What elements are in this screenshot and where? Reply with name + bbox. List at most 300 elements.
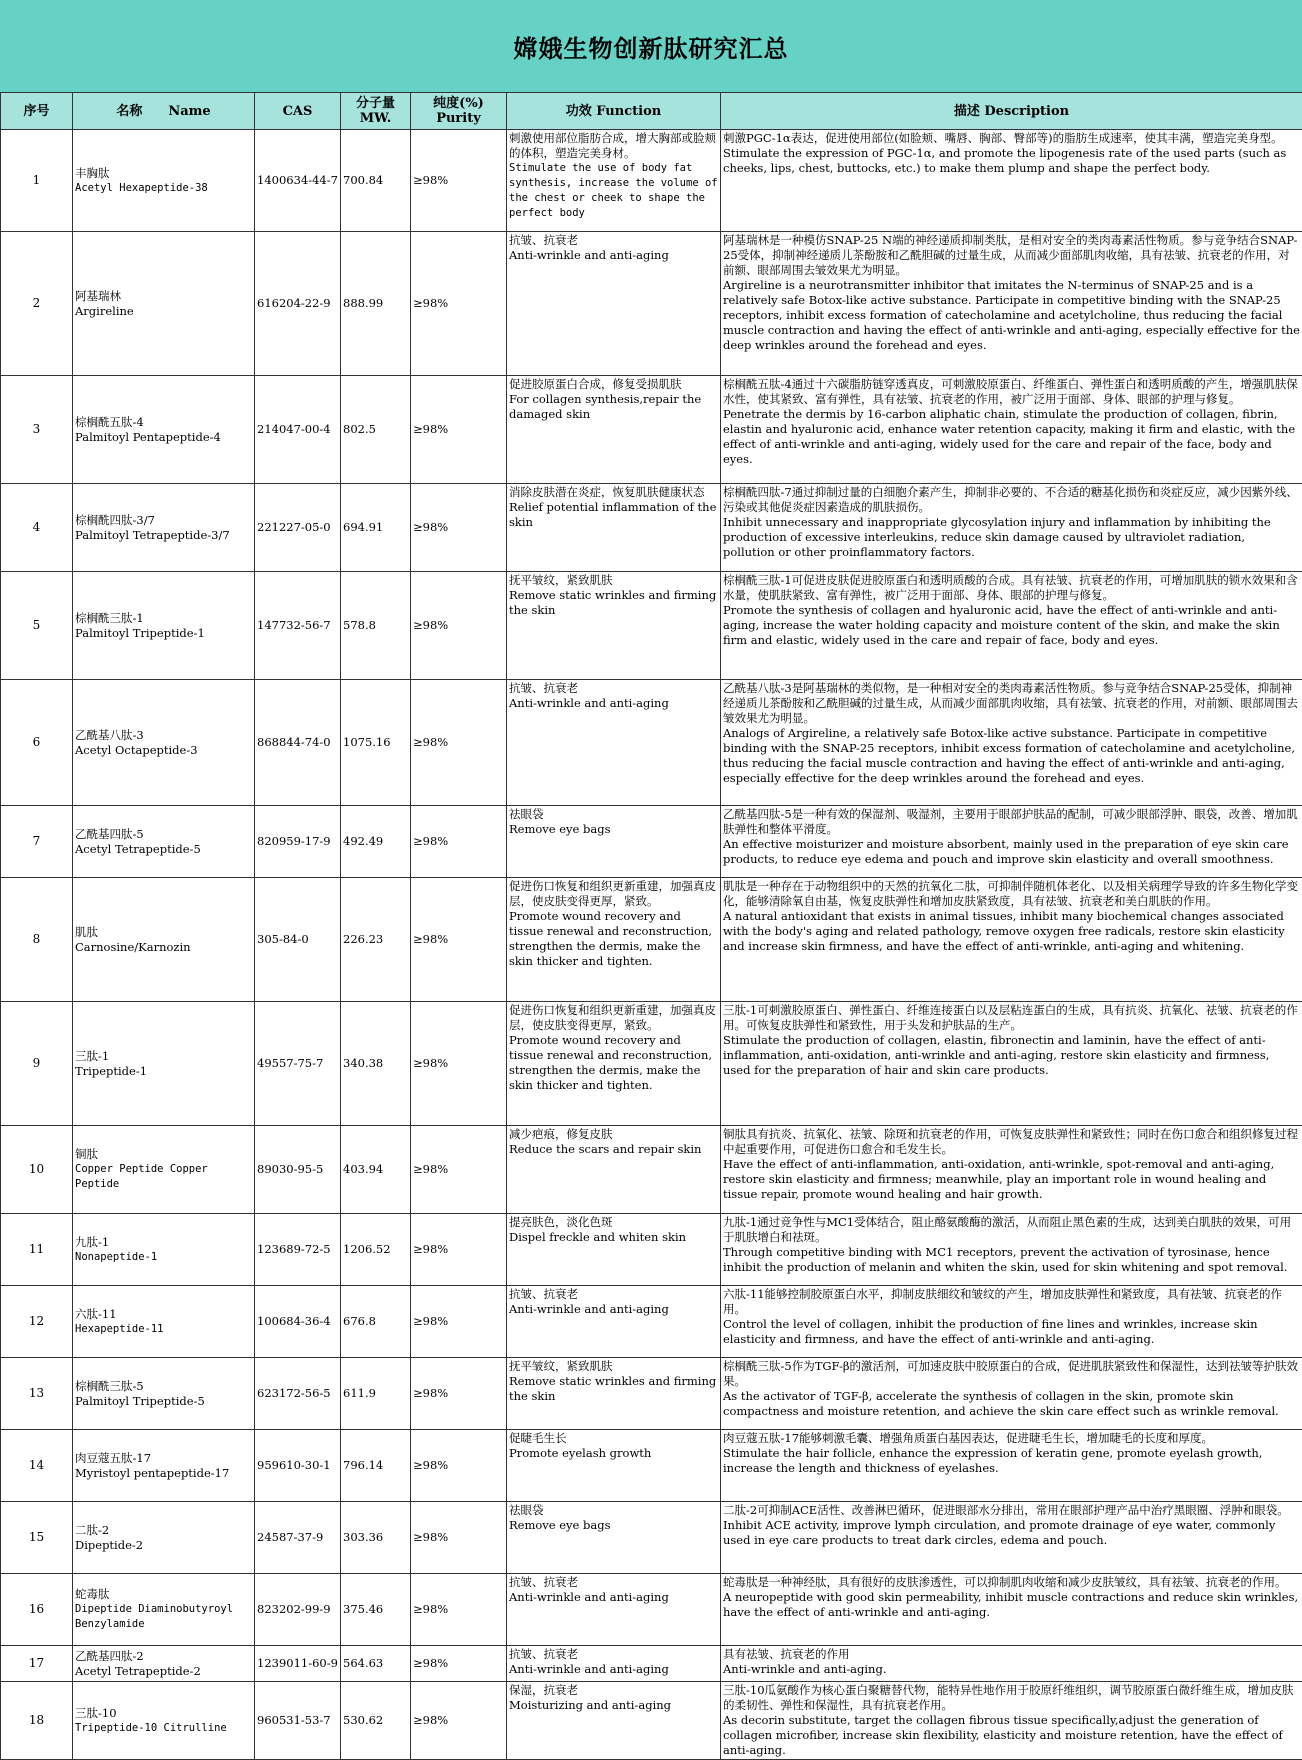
- cell-name: [73, 1002, 255, 1126]
- cell-cas: [255, 1502, 341, 1574]
- description-zh: 棕榈酰四肽-7通过抑制过量的白细胞介素产生，抑制非必要的、不合适的糖基化损伤和炎症反应，减少因紫外线、污染或其他促炎症因素造成的肌肤损伤。: [723, 485, 1300, 515]
- name-en: Argireline: [75, 304, 252, 319]
- cell-name: [73, 806, 255, 878]
- row-number: 4: [33, 520, 41, 534]
- cell-name: [73, 1682, 255, 1760]
- description-zh: 乙酰基八肽-3是阿基瑞林的类似物，是一种相对安全的类肉毒素活性物质。参与竞争结合SNAP-25受体，抑制神经递质儿茶酚胺和乙酰胆碱的过量生成，从而减少面部肌肉收缩，具有祛皱、抗衰老的作用，对前额、眼部周围去皱效果尤为明显。: [723, 681, 1300, 726]
- function-zh: 抗皱、抗衰老: [509, 681, 718, 696]
- cell-function: [507, 376, 721, 484]
- description-en: Stimulate the production of collagen, elastin, fibronectin and laminin, have the effect of anti-inflammation, anti-oxidation, anti-wrinkle and anti-aging, restore skin elasticity and firmness, used for the preparation of hair and skin care products.: [723, 1033, 1300, 1078]
- cell-mw: [341, 1646, 411, 1682]
- cell-name: [73, 376, 255, 484]
- cell-mw: [341, 806, 411, 878]
- cell-cas: [255, 1358, 341, 1430]
- table-row: [1, 1002, 1302, 1126]
- name-zh: 二肽-2: [75, 1523, 252, 1538]
- purity-value: ≥98%: [413, 1530, 448, 1544]
- name-zh: 棕榈酰三肽-5: [75, 1379, 252, 1394]
- description-en: Control the level of collagen, inhibit the production of fine lines and wrinkles, increase skin elasticity and firmness, and have the effect of anti-wrinkle and anti-aging.: [723, 1317, 1300, 1347]
- function-zh: 抗皱、抗衰老: [509, 233, 718, 248]
- cell-cas: [255, 130, 341, 232]
- header-mw: 分子量 MW.: [341, 93, 411, 130]
- cell-description: [721, 1682, 1302, 1760]
- table-row: [1, 572, 1302, 680]
- name-zh: 六肽-11: [75, 1307, 252, 1322]
- cas-number: 123689-72-5: [257, 1242, 331, 1256]
- cell-name: [73, 680, 255, 806]
- cell-function: [507, 130, 721, 232]
- cas-number: 49557-75-7: [257, 1056, 323, 1070]
- description-en: Argireline is a neurotransmitter inhibitor that imitates the N-terminus of SNAP-25 and is a relatively safe Botox-like active substance. Participate in competitive binding with the SNAP-25 receptors, inhibit excess formation of catecholamine and acetylcholine, thus reducing the facial muscle contraction and having the effect of anti-wrinkle and anti-aging, especially effective for the deep wrinkles around the forehead and eyes.: [723, 278, 1300, 353]
- cell-no: [1, 1574, 73, 1646]
- cell-purity: [411, 1358, 507, 1430]
- name-en: Tripeptide-1: [75, 1064, 252, 1079]
- table-row: [1, 806, 1302, 878]
- cell-function: [507, 878, 721, 1002]
- cell-mw: [341, 1126, 411, 1214]
- molecular-weight: 1075.16: [343, 735, 391, 749]
- cell-purity: [411, 1214, 507, 1286]
- name-en: Nonapeptide-1: [75, 1250, 252, 1265]
- name-en: Palmitoyl Pentapeptide-4: [75, 430, 252, 445]
- cell-no: [1, 1502, 73, 1574]
- cell-purity: [411, 1286, 507, 1358]
- description-zh: 蛇毒肽是一种神经肽，具有很好的皮肤渗透性，可以抑制肌肉收缩和减少皮肤皱纹，具有祛皱、抗衰老的作用。: [723, 1575, 1300, 1590]
- row-number: 10: [29, 1162, 44, 1176]
- header-description: 描述 Description: [721, 93, 1302, 130]
- name-en: Myristoyl pentapeptide-17: [75, 1466, 252, 1481]
- cell-name: [73, 1214, 255, 1286]
- cell-description: [721, 1574, 1302, 1646]
- molecular-weight: 796.14: [343, 1458, 383, 1472]
- name-en: Copper Peptide Copper Peptide: [75, 1162, 252, 1192]
- description-en: Through competitive binding with MC1 receptors, prevent the activation of tyrosinase, hence inhibit the production of melanin and whiten the skin, used for skin whitening and spot removal.: [723, 1245, 1300, 1275]
- cell-mw: [341, 1286, 411, 1358]
- cell-no: [1, 1646, 73, 1682]
- cell-name: [73, 232, 255, 376]
- cell-no: [1, 130, 73, 232]
- function-zh: 促进伤口恢复和组织更新重建，加强真皮层，使皮肤变得更厚，紧致。: [509, 1003, 718, 1033]
- name-zh: 九肽-1: [75, 1235, 252, 1250]
- cell-function: [507, 1682, 721, 1760]
- function-zh: 抚平皱纹，紧致肌肤: [509, 1359, 718, 1374]
- cell-description: [721, 1002, 1302, 1126]
- row-number: 16: [29, 1602, 44, 1616]
- cell-function: [507, 1126, 721, 1214]
- description-en: Penetrate the dermis by 16-carbon aliphatic chain, stimulate the production of collagen, fibrin, elastin and hyaluronic acid, enhance water retention capacity, making it firm and elastic, with the effect of anti-wrinkle and anti-aging, widely used for the care and repair of the face, body and eyes.: [723, 407, 1300, 467]
- row-number: 8: [33, 932, 41, 946]
- name-zh: 乙酰基四肽-5: [75, 827, 252, 842]
- cell-mw: [341, 1502, 411, 1574]
- cell-name: [73, 1574, 255, 1646]
- header-no: 序号: [1, 93, 73, 130]
- molecular-weight: 530.62: [343, 1713, 383, 1727]
- function-zh: 促睫毛生长: [509, 1431, 718, 1446]
- cell-no: [1, 1214, 73, 1286]
- cell-description: [721, 130, 1302, 232]
- cell-function: [507, 806, 721, 878]
- cell-name: [73, 1502, 255, 1574]
- cell-cas: [255, 376, 341, 484]
- cell-purity: [411, 680, 507, 806]
- description-zh: 肉豆蔻五肽-17能够刺激毛囊、增强角质蛋白基因表达，促进睫毛生长，增加睫毛的长度和厚度。: [723, 1431, 1300, 1446]
- name-en: Dipeptide Diaminobutyroyl Benzylamide: [75, 1602, 252, 1632]
- cell-function: [507, 1214, 721, 1286]
- row-number: 3: [33, 422, 41, 436]
- cell-no: [1, 878, 73, 1002]
- molecular-weight: 611.9: [343, 1386, 376, 1400]
- function-en: Anti-wrinkle and anti-aging: [509, 1302, 718, 1317]
- purity-value: ≥98%: [413, 1386, 448, 1400]
- cell-no: [1, 806, 73, 878]
- description-zh: 九肽-1通过竞争性与MC1受体结合，阻止酪氨酸酶的激活，从而阻止黑色素的生成，达到美白肌肤的效果，可用于肌肤增白和祛斑。: [723, 1215, 1300, 1245]
- purity-value: ≥98%: [413, 618, 448, 632]
- cell-purity: [411, 1646, 507, 1682]
- cell-cas: [255, 1286, 341, 1358]
- cell-no: [1, 1002, 73, 1126]
- cell-purity: [411, 130, 507, 232]
- description-en: Anti-wrinkle and anti-aging.: [723, 1662, 1300, 1677]
- purity-value: ≥98%: [413, 735, 448, 749]
- cell-name: [73, 1430, 255, 1502]
- cell-no: [1, 572, 73, 680]
- cell-cas: [255, 572, 341, 680]
- cell-mw: [341, 130, 411, 232]
- name-en: Carnosine/Karnozin: [75, 940, 252, 955]
- cas-number: 147732-56-7: [257, 618, 331, 632]
- cell-function: [507, 1358, 721, 1430]
- row-number: 14: [29, 1458, 44, 1472]
- function-zh: 促进伤口恢复和组织更新重建，加强真皮层，使皮肤变得更厚，紧致。: [509, 879, 718, 909]
- cas-number: 959610-30-1: [257, 1458, 331, 1472]
- function-zh: 祛眼袋: [509, 807, 718, 822]
- row-number: 13: [29, 1386, 44, 1400]
- cas-number: 616204-22-9: [257, 296, 331, 310]
- description-en: As decorin substitute, target the collagen fibrous tissue specifically,adjust the generation of collagen microfiber, increase skin flexibility, elasticity and moisture retention, have the effect of anti-aging.: [723, 1713, 1300, 1758]
- molecular-weight: 226.23: [343, 932, 383, 946]
- function-en: Anti-wrinkle and anti-aging: [509, 248, 718, 263]
- cell-description: [721, 376, 1302, 484]
- cell-function: [507, 1430, 721, 1502]
- molecular-weight: 676.8: [343, 1314, 376, 1328]
- cell-no: [1, 1286, 73, 1358]
- description-en: An effective moisturizer and moisture absorbent, mainly used in the preparation of eye skin care products, to reduce eye edema and pouch and improve skin elasticity and overall smoothness.: [723, 837, 1300, 867]
- description-en: Have the effect of anti-inflammation, anti-oxidation, anti-wrinkle, spot-removal and anti-aging, restore skin elasticity and firmness; meanwhile, play an important role in wound healing and tissue repair, promote wound healing and hair growth.: [723, 1157, 1300, 1202]
- cell-mw: [341, 1682, 411, 1760]
- description-en: Inhibit unnecessary and inappropriate glycosylation injury and inflammation by inhibiting the production of excessive interleukins, reduce skin damage caused by ultraviolet radiation, pollution or other proinflammatory factors.: [723, 515, 1300, 560]
- table-row: [1, 376, 1302, 484]
- name-zh: 肌肽: [75, 925, 252, 940]
- purity-value: ≥98%: [413, 1713, 448, 1727]
- cell-description: [721, 878, 1302, 1002]
- name-en: Acetyl Hexapeptide-38: [75, 181, 252, 196]
- cell-cas: [255, 1214, 341, 1286]
- cell-purity: [411, 1682, 507, 1760]
- table-row: [1, 1430, 1302, 1502]
- function-zh: 消除皮肤潜在炎症，恢复肌肤健康状态: [509, 485, 718, 500]
- function-zh: 抗皱、抗衰老: [509, 1575, 718, 1590]
- purity-value: ≥98%: [413, 1056, 448, 1070]
- molecular-weight: 802.5: [343, 422, 376, 436]
- function-en: Dispel freckle and whiten skin: [509, 1230, 718, 1245]
- cell-description: [721, 1358, 1302, 1430]
- function-en: For collagen synthesis,repair the damaged skin: [509, 392, 718, 422]
- cell-description: [721, 232, 1302, 376]
- function-en: Remove static wrinkles and firming the skin: [509, 588, 718, 618]
- cell-purity: [411, 572, 507, 680]
- cell-mw: [341, 572, 411, 680]
- cas-number: 1239011-60-9: [257, 1656, 338, 1670]
- cell-description: [721, 1646, 1302, 1682]
- cell-cas: [255, 1682, 341, 1760]
- name-zh: 乙酰基八肽-3: [75, 728, 252, 743]
- cell-purity: [411, 232, 507, 376]
- description-zh: 乙酰基四肽-5是一种有效的保湿剂、吸湿剂，主要用于眼部护肤品的配制，可减少眼部浮肿、眼袋，改善、增加肌肤弹性和整体平滑度。: [723, 807, 1300, 837]
- table-row: [1, 1214, 1302, 1286]
- name-zh: 丰胸肽: [75, 166, 252, 181]
- header-function: 功效 Function: [507, 93, 721, 130]
- function-zh: 祛眼袋: [509, 1503, 718, 1518]
- cell-mw: [341, 1430, 411, 1502]
- purity-value: ≥98%: [413, 422, 448, 436]
- description-zh: 棕榈酰五肽-4通过十六碳脂肪链穿透真皮，可刺激胶原蛋白、纤维蛋白、弹性蛋白和透明质酸的产生，增强肌肤保水性，使其紧致、富有弹性，具有祛皱、抗衰老的作用，被广泛用于面部、身体、眼部的护理与修复。: [723, 377, 1300, 407]
- table-row: [1, 878, 1302, 1002]
- name-zh: 蛇毒肽: [75, 1587, 252, 1602]
- cell-purity: [411, 878, 507, 1002]
- description-en: Analogs of Argireline, a relatively safe Botox-like active substance. Participate in competitive binding with the SNAP-25 receptors, inhibit excess formation of catecholamine and acetylcholine, thus reducing the facial muscle contraction and having the effect of anti-wrinkle and anti-aging, especially effective for the deep wrinkles around the forehead and eyes.: [723, 726, 1300, 786]
- cas-number: 1400634-44-7: [257, 173, 338, 187]
- name-zh: 棕榈酰三肽-1: [75, 611, 252, 626]
- cell-cas: [255, 1430, 341, 1502]
- function-en: Remove eye bags: [509, 1518, 718, 1533]
- name-en: Palmitoyl Tetrapeptide-3/7: [75, 528, 252, 543]
- cell-mw: [341, 680, 411, 806]
- cell-mw: [341, 376, 411, 484]
- cell-cas: [255, 1574, 341, 1646]
- description-en: Stimulate the hair follicle, enhance the expression of keratin gene, promote eyelash growth, increase the length and thickness of eyelashes.: [723, 1446, 1300, 1476]
- cell-function: [507, 1002, 721, 1126]
- name-zh: 阿基瑞林: [75, 289, 252, 304]
- purity-value: ≥98%: [413, 1314, 448, 1328]
- name-en: Acetyl Tetrapeptide-5: [75, 842, 252, 857]
- description-zh: 阿基瑞林是一种模仿SNAP-25 N端的神经递质抑制类肽，是相对安全的类肉毒素活性物质。参与竞争结合SNAP-25受体，抑制神经递质儿茶酚胺和乙酰胆碱的过量生成，从而减少面部肌肉收缩，具有祛皱、抗衰老的作用，对前额、眼部周围去皱效果尤为明显。: [723, 233, 1300, 278]
- molecular-weight: 375.46: [343, 1602, 383, 1616]
- cas-number: 305-84-0: [257, 932, 309, 946]
- function-zh: 保湿，抗衰老: [509, 1683, 718, 1698]
- description-en: A natural antioxidant that exists in animal tissues, inhibit many biochemical changes associated with the body's aging and related pathology, remove oxygen free radicals, restore skin elasticity and increase skin firmness, and have the effect of anti-wrinkle, anti-aging and whitening.: [723, 909, 1300, 954]
- cas-number: 100684-36-4: [257, 1314, 331, 1328]
- function-en: Promote wound recovery and tissue renewal and reconstruction, strengthen the dermis, make the skin thicker and tighten.: [509, 909, 718, 969]
- cas-number: 24587-37-9: [257, 1530, 323, 1544]
- function-zh: 刺激使用部位脂肪合成，增大胸部或脸颊的体积，塑造完美身材。: [509, 131, 718, 161]
- function-en: Moisturizing and anti-aging: [509, 1698, 718, 1713]
- cas-number: 623172-56-5: [257, 1386, 331, 1400]
- cell-cas: [255, 680, 341, 806]
- row-number: 18: [29, 1713, 44, 1727]
- function-en: Remove static wrinkles and firming the skin: [509, 1374, 718, 1404]
- cell-function: [507, 1646, 721, 1682]
- function-en: Anti-wrinkle and anti-aging: [509, 696, 718, 711]
- cell-mw: [341, 484, 411, 572]
- description-zh: 肌肽是一种存在于动物组织中的天然的抗氧化二肽，可抑制伴随机体老化、以及相关病理学导致的许多生物化学变化，能够清除氧自由基，恢复皮肤弹性和增加皮肤紧致度，具有祛皱、抗衰老和美白肌肤的作用。: [723, 879, 1300, 909]
- cell-purity: [411, 1430, 507, 1502]
- cas-number: 960531-53-7: [257, 1713, 331, 1727]
- description-en: Stimulate the expression of PGC-1α, and promote the lipogenesis rate of the used parts (such as cheeks, lips, chest, buttocks, etc.) to make them plump and shape the perfect body.: [723, 146, 1300, 176]
- cell-no: [1, 1682, 73, 1760]
- cell-mw: [341, 878, 411, 1002]
- function-zh: 抗皱、抗衰老: [509, 1647, 718, 1662]
- cell-cas: [255, 1002, 341, 1126]
- row-number: 1: [33, 173, 41, 187]
- name-zh: 三肽-10: [75, 1706, 252, 1721]
- cell-cas: [255, 878, 341, 1002]
- cell-function: [507, 1502, 721, 1574]
- description-en: A neuropeptide with good skin permeability, inhibit muscle contractions and reduce skin wrinkles, have the effect of anti-wrinkle and anti-aging.: [723, 1590, 1300, 1620]
- cell-purity: [411, 1126, 507, 1214]
- cell-description: [721, 1126, 1302, 1214]
- cas-number: 214047-00-4: [257, 422, 331, 436]
- peptide-table: [0, 92, 1302, 1760]
- molecular-weight: 694.91: [343, 520, 383, 534]
- cell-name: [73, 1286, 255, 1358]
- function-en: Promote eyelash growth: [509, 1446, 718, 1461]
- cell-purity: [411, 1002, 507, 1126]
- row-number: 12: [29, 1314, 44, 1328]
- purity-value: ≥98%: [413, 1162, 448, 1176]
- cas-number: 89030-95-5: [257, 1162, 323, 1176]
- name-zh: 棕榈酰五肽-4: [75, 415, 252, 430]
- cell-name: [73, 1126, 255, 1214]
- cell-function: [507, 1286, 721, 1358]
- row-number: 2: [33, 296, 41, 310]
- table-row: [1, 1126, 1302, 1214]
- description-zh: 棕榈酰三肽-1可促进皮肤促进胶原蛋白和透明质酸的合成。具有祛皱、抗衰老的作用，可增加肌肤的锁水效果和含水量，使肌肤紧致、富有弹性，被广泛用于面部、身体、眼部的护理与修复。: [723, 573, 1300, 603]
- header-name: 名称 Name: [73, 93, 255, 130]
- cell-no: [1, 232, 73, 376]
- row-number: 7: [33, 834, 41, 848]
- row-number: 17: [29, 1656, 44, 1670]
- row-number: 6: [33, 735, 41, 749]
- table-row: [1, 1646, 1302, 1682]
- description-zh: 三肽-1可刺激胶原蛋白、弹性蛋白、纤维连接蛋白以及层粘连蛋白的生成，具有抗炎、抗氧化、祛皱、抗衰老的作用。可恢复皮肤弹性和紧致性，用于头发和护肤品的生产。: [723, 1003, 1300, 1033]
- name-en: Dipeptide-2: [75, 1538, 252, 1553]
- name-zh: 乙酰基四肽-2: [75, 1649, 252, 1664]
- table-row: [1, 680, 1302, 806]
- cell-cas: [255, 232, 341, 376]
- cell-name: [73, 1646, 255, 1682]
- cell-purity: [411, 1574, 507, 1646]
- function-zh: 抗皱、抗衰老: [509, 1287, 718, 1302]
- molecular-weight: 888.99: [343, 296, 383, 310]
- cell-no: [1, 376, 73, 484]
- title-bar: [0, 0, 1302, 92]
- purity-value: ≥98%: [413, 834, 448, 848]
- purity-value: ≥98%: [413, 1458, 448, 1472]
- cell-no: [1, 484, 73, 572]
- purity-value: ≥98%: [413, 1656, 448, 1670]
- cell-purity: [411, 376, 507, 484]
- cell-name: [73, 878, 255, 1002]
- table-row: [1, 232, 1302, 376]
- purity-value: ≥98%: [413, 1242, 448, 1256]
- table-row: [1, 1502, 1302, 1574]
- cell-name: [73, 1358, 255, 1430]
- cell-description: [721, 572, 1302, 680]
- description-zh: 二肽-2可抑制ACE活性、改善淋巴循环，促进眼部水分排出，常用在眼部护理产品中治疗黑眼圈、浮肿和眼袋。: [723, 1503, 1300, 1518]
- cell-function: [507, 572, 721, 680]
- cell-no: [1, 1430, 73, 1502]
- name-en: Hexapeptide-11: [75, 1322, 252, 1337]
- molecular-weight: 492.49: [343, 834, 383, 848]
- cell-function: [507, 484, 721, 572]
- molecular-weight: 564.63: [343, 1656, 383, 1670]
- table-row: [1, 484, 1302, 572]
- cell-description: [721, 806, 1302, 878]
- molecular-weight: 303.36: [343, 1530, 383, 1544]
- cell-cas: [255, 484, 341, 572]
- cas-number: 221227-05-0: [257, 520, 331, 534]
- name-zh: 肉豆蔻五肽-17: [75, 1451, 252, 1466]
- cell-mw: [341, 232, 411, 376]
- cell-description: [721, 1430, 1302, 1502]
- cell-description: [721, 1502, 1302, 1574]
- cell-no: [1, 1358, 73, 1430]
- name-en: Palmitoyl Tripeptide-5: [75, 1394, 252, 1409]
- cell-name: [73, 572, 255, 680]
- function-en: Promote wound recovery and tissue renewal and reconstruction, strengthen the dermis, make the skin thicker and tighten.: [509, 1033, 718, 1093]
- molecular-weight: 403.94: [343, 1162, 383, 1176]
- cell-no: [1, 680, 73, 806]
- cell-description: [721, 1214, 1302, 1286]
- cell-cas: [255, 1646, 341, 1682]
- function-zh: 提亮肤色，淡化色斑: [509, 1215, 718, 1230]
- purity-value: ≥98%: [413, 1602, 448, 1616]
- function-en: Anti-wrinkle and anti-aging: [509, 1662, 718, 1677]
- cell-function: [507, 232, 721, 376]
- function-en: Stimulate the use of body fat synthesis, increase the volume of the chest or cheek to shape the perfect body: [509, 161, 718, 221]
- molecular-weight: 1206.52: [343, 1242, 391, 1256]
- cell-description: [721, 680, 1302, 806]
- function-en: Reduce the scars and repair skin: [509, 1142, 718, 1157]
- name-zh: 三肽-1: [75, 1049, 252, 1064]
- cell-mw: [341, 1002, 411, 1126]
- cell-name: [73, 484, 255, 572]
- function-en: Remove eye bags: [509, 822, 718, 837]
- function-zh: 抚平皱纹，紧致肌肤: [509, 573, 718, 588]
- cell-description: [721, 1286, 1302, 1358]
- table-row: [1, 1682, 1302, 1760]
- molecular-weight: 700.84: [343, 173, 383, 187]
- cell-cas: [255, 806, 341, 878]
- cell-no: [1, 1126, 73, 1214]
- table-row: [1, 1574, 1302, 1646]
- cell-purity: [411, 484, 507, 572]
- cas-number: 868844-74-0: [257, 735, 331, 749]
- name-zh: 铜肽: [75, 1147, 252, 1162]
- name-en: Acetyl Octapeptide-3: [75, 743, 252, 758]
- cell-purity: [411, 806, 507, 878]
- cell-cas: [255, 1126, 341, 1214]
- row-number: 11: [29, 1242, 44, 1256]
- header-cas: CAS: [255, 93, 341, 130]
- cas-number: 823202-99-9: [257, 1602, 331, 1616]
- cell-name: [73, 130, 255, 232]
- description-zh: 棕榈酰三肽-5作为TGF-β的激活剂，可加速皮肤中胶原蛋白的合成，促进肌肤紧致性和保湿性，达到祛皱等护肤效果。: [723, 1359, 1300, 1389]
- name-zh: 棕榈酰四肽-3/7: [75, 513, 252, 528]
- cell-purity: [411, 1502, 507, 1574]
- description-zh: 三肽-10瓜氨酸作为核心蛋白聚糖替代物，能特异性地作用于胶原纤维组织，调节胶原蛋白微纤维生成，增加皮肤的柔韧性、弹性和保湿性，具有抗衰老作用。: [723, 1683, 1300, 1713]
- header-row: [1, 93, 1302, 130]
